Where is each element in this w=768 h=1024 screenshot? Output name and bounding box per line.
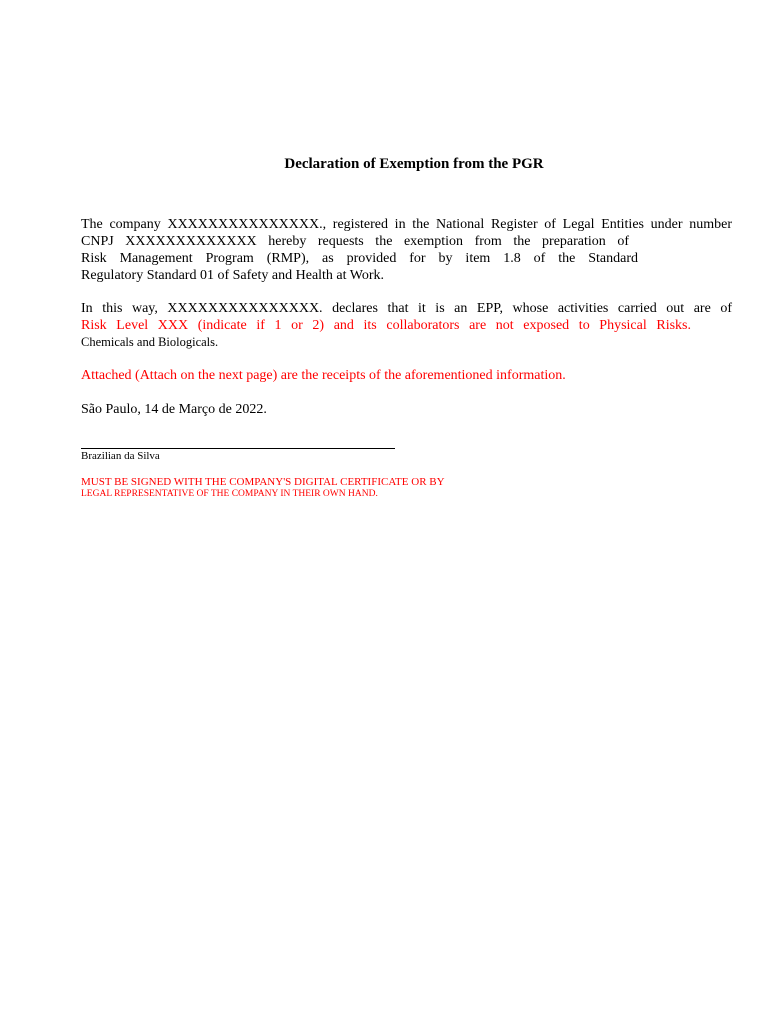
place-date: São Paulo, 14 de Março de 2022. [81,402,267,417]
paragraph-1-line-4: Regulatory Standard 01 of Safety and Health at Work. [81,268,385,283]
paragraph-1-line-2: CNPJ XXXXXXXXXXXXX hereby requests the exemption from the preparation of [81,234,629,249]
paragraph-2-line-1: In this way, XXXXXXXXXXXXXXX. declares that it is an EPP, whose activities carried out are of [81,301,732,316]
signer-name: Brazilian da Silva [81,450,160,462]
signature-note-line-1: MUST BE SIGNED WITH THE COMPANY'S DIGITAL CERTIFICATE OR BY [81,476,445,488]
paragraph-2-line-3: Chemicals and Biologicals. [81,335,219,349]
signature-note-line-2: LEGAL REPRESENTATIVE OF THE COMPANY IN THEIR OWN HAND. [81,489,378,499]
paragraph-2-line-2-risk-level: Risk Level XXX (indicate if 1 or 2) and its collaborators are not exposed to Physical Risks. [81,318,691,333]
paragraph-1-line-1: The company XXXXXXXXXXXXXXX., registered in the National Register of Legal Entities under number [81,217,732,232]
paragraph-1-line-3: Risk Management Program (RMP), as provided for by item 1.8 of the Standard [81,251,638,266]
attached-note: Attached (Attach on the next page) are the receipts of the aforementioned information. [81,368,566,383]
page-title: Declaration of Exemption from the PGR [284,156,544,172]
